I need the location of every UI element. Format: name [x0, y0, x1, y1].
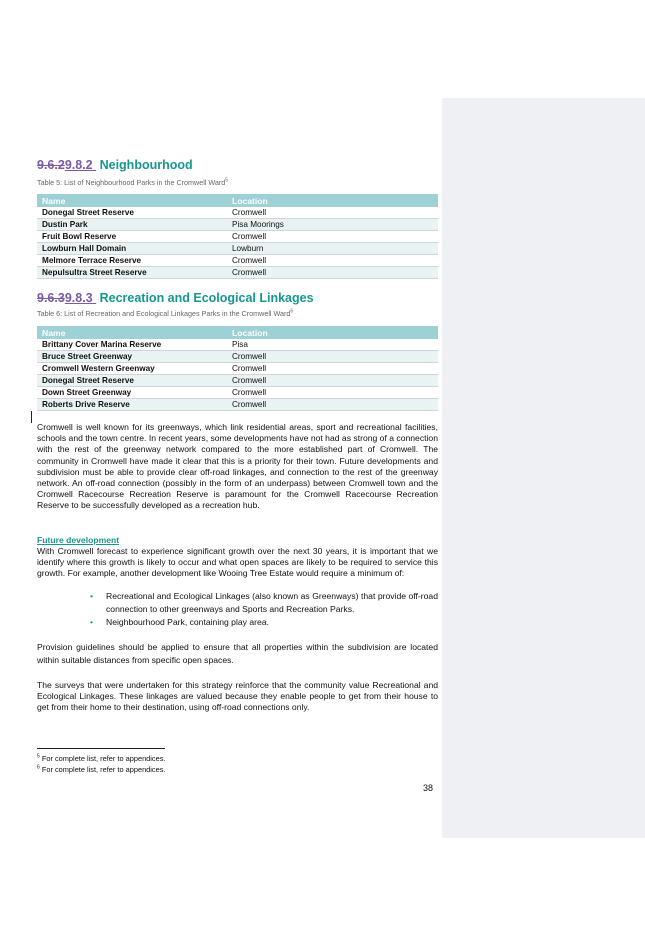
park-name: Melmore Terrace Reserve — [37, 255, 227, 267]
park-location: Cromwell — [227, 375, 438, 387]
comment-pane — [442, 98, 645, 838]
park-location: Cromwell — [227, 267, 438, 279]
table-row — [37, 375, 438, 387]
deleted-section-number: 9.6.3 — [37, 291, 65, 305]
table-header-row — [37, 194, 438, 207]
park-name: Lowburn Hall Domain — [37, 243, 227, 255]
paragraph-provision: Provision guidelines should be applied to ensure that all properties within the subdivision are located within suitable distances from specific open spaces. — [37, 642, 438, 666]
page-number: 38 — [423, 783, 434, 793]
footnote-ref: 6 — [290, 308, 294, 315]
park-location: Cromwell — [227, 255, 438, 267]
table-caption: Table 6: List of Recreation and Ecological Linkages Parks in the Cromwell Ward$^6$ — [37, 308, 294, 318]
table-row — [37, 231, 438, 243]
recreation-linkages-table — [37, 326, 438, 411]
table-row — [37, 243, 438, 255]
park-name: Roberts Drive Reserve — [37, 399, 227, 411]
park-name: Donegal Street Reserve — [37, 207, 227, 219]
park-name: Dustin Park — [37, 219, 227, 231]
section-heading-neighbourhood — [37, 158, 193, 172]
table-caption: Table 5: List of Neighbourhood Parks in the Cromwell Ward$^5$ — [37, 177, 229, 187]
park-location: Cromwell — [227, 399, 438, 411]
park-name: Cromwell Western Greenway — [37, 363, 227, 375]
park-name: Nepulsultra Street Reserve — [37, 267, 227, 279]
table-row — [37, 207, 438, 219]
footnote-separator — [37, 748, 165, 749]
column-header-location: Location — [227, 326, 438, 339]
table-row — [37, 219, 438, 231]
park-name: Bruce Street Greenway — [37, 351, 227, 363]
park-location: Cromwell — [227, 351, 438, 363]
table-row — [37, 387, 438, 399]
paragraph-greenways: Cromwell is well known for its greenways, which link residential areas, sport and recreational facilities, schools and the town centre. In recent years, some developments have not had as strong of a connection with the rest of the greenway network compared to the more established part of Cromwell. The community in Cromwell have made it clear that this is a priority for their town. Future developments and subdivision must be able to provide clear off-road linkages, and connection to the rest of the greenway network. An off-road connection (possibly in the form of an underpass) between Cromwell town and the Cromwell Racecourse Recreation Reserve is paramount for the Cromwell Racecourse Recreation Reserve to be successfully developed as a recreation hub. — [37, 422, 438, 511]
column-header-name: Name — [37, 194, 227, 207]
column-header-location: Location — [227, 194, 438, 207]
table-header-row — [37, 326, 438, 339]
park-location: Pisa Moorings — [227, 219, 438, 231]
park-location: Cromwell — [227, 207, 438, 219]
table-row — [37, 267, 438, 279]
paragraph-growth: With Cromwell forecast to experience significant growth over the next 30 years, it is important that we identify where this growth is likely to occur and what open spaces are likely to be required to service this growth. For example, another development like Wooing Tree Estate would require a minimum of: — [37, 546, 438, 579]
park-name: Donegal Street Reserve — [37, 375, 227, 387]
park-location: Cromwell — [227, 363, 438, 375]
column-header-name: Name — [37, 326, 227, 339]
requirements-list — [90, 590, 438, 630]
list-item: • Neighbourhood Park, containing play area. — [90, 616, 438, 629]
park-name: Down Street Greenway — [37, 387, 227, 399]
section-heading-recreation-linkages — [37, 291, 314, 305]
footnote: $^5$ For complete list, refer to appendices. — [37, 753, 166, 763]
table-row — [37, 363, 438, 375]
footnote-ref: 5 — [225, 177, 229, 184]
table-row — [37, 399, 438, 411]
park-name: Fruit Bowl Reserve — [37, 231, 227, 243]
table-row — [37, 339, 438, 351]
park-location: Lowburn — [227, 243, 438, 255]
deleted-section-number: 9.6.2 — [37, 158, 65, 172]
park-name: Brittany Cover Marina Reserve — [37, 339, 227, 351]
neighbourhood-parks-table — [37, 194, 438, 279]
text-cursor — [31, 411, 32, 423]
park-location: Cromwell — [227, 387, 438, 399]
list-item: • Recreational and Ecological Linkages (also known as Greenways) that provide off-road connection to other greenways and Sports and Recreation Parks. — [90, 590, 438, 616]
table-row — [37, 255, 438, 267]
park-location: Cromwell — [227, 231, 438, 243]
paragraph-surveys: The surveys that were undertaken for this strategy reinforce that the community value Recreational and Ecological Linkages. These linkages are valued because they enable people to get from their house to get from their home to their destination, using off-road connections only. — [37, 680, 438, 713]
footnote: $^6$ For complete list, refer to appendices. — [37, 764, 166, 774]
section-title: Recreation and Ecological Linkages — [99, 291, 314, 305]
section-title: Neighbourhood — [99, 158, 193, 172]
inserted-section-number: 9.8.3 — [64, 291, 93, 305]
future-development-heading: Future development — [37, 535, 120, 545]
park-location: Pisa — [227, 339, 438, 351]
inserted-section-number: 9.8.2 — [64, 158, 93, 172]
table-row — [37, 351, 438, 363]
